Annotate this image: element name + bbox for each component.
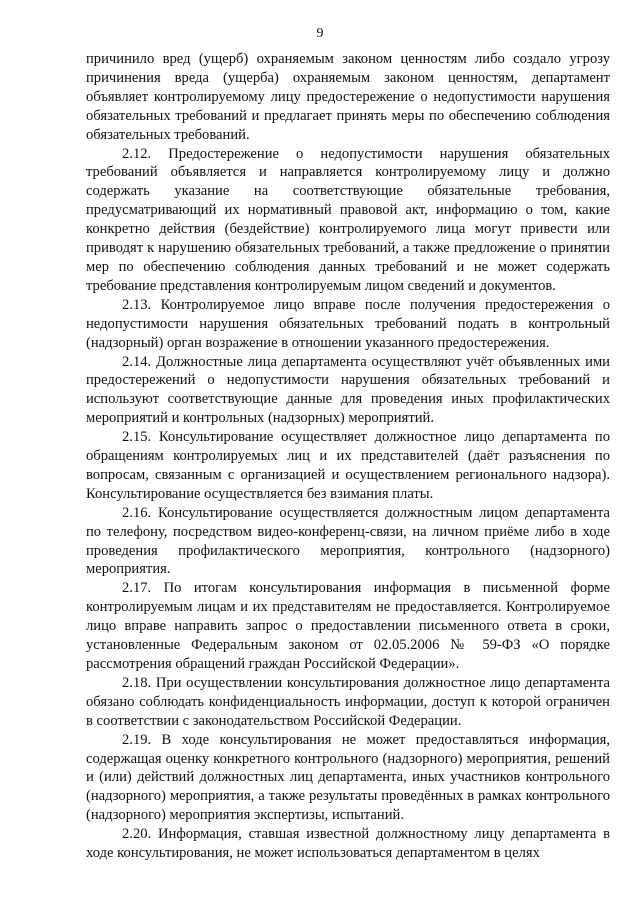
paragraph-2-12: 2.12. Предостережение о недопустимости нарушения обязательных требований объявляется и направляется контролируемому лицу и должно содержать указание на соответствующие обязательные требования, предусматривающий их нормативный правовой акт, информацию о том, какие конкретно действия (бездействие) контролируемого лица могут привести или приводят к нарушению обязательных требований, а также предложение о принятии мер по обеспечению соблюдения данных требований и не может содержать требование представления контролируемым лицом сведений и документов. <box>86 145 610 294</box>
paragraph-2-18: 2.18. При осуществлении консультирования должностное лицо департамента обязано соблюдать конфиденциальность информации, доступ к которой ограничен в соответствии с законодательством Российской Федерации. <box>86 674 610 729</box>
document-body <box>86 50 610 863</box>
page-number: 9 <box>316 26 324 41</box>
paragraph-2-19: 2.19. В ходе консультирования не может предоставляться информация, содержащая оценку конкретного контрольного (надзорного) мероприятия, решений и (или) действий должностных лиц департамента, иных участников контрольного (надзорного) мероприятия, а также результаты проведённых в рамках контрольного (надзорного) мероприятия экспертизы, испытаний. <box>86 731 610 824</box>
paragraph-2-20: 2.20. Информация, ставшая известной должностному лицу департамента в ходе консультирования, не может использоваться департаментом в целях <box>86 826 610 862</box>
paragraph-2-17: 2.17. По итогам консультирования информация в письменной форме контролируемым лицам и их представителям не предоставляется. Контролируемое лицо вправе направить запрос о предоставлении письменного ответа в сроки, установленные Федеральным законом от 02.05.2006 № 59-ФЗ «О порядке рассмотрения обращений граждан Российской Федерации». <box>86 580 610 672</box>
paragraph-2-13: 2.13. Контролируемое лицо вправе после получения предостережения о недопустимости нарушения обязательных требований подать в контрольный (надзорный) орган возражение в отношении указанного предостережения. <box>86 296 610 351</box>
paragraph-2-15: 2.15. Консультирование осуществляет должностное лицо департамента по обращениям контролируемых лиц и их представителей (даёт разъяснения по вопросам, связанным с организацией и осуществлением регионального надзора). Консультирование осуществляется без взимания платы. <box>86 429 610 502</box>
paragraph-continuation: причинило вред (ущерб) охраняемым законом ценностям либо создало угрозу причинения вреда (ущерба) охраняемым законом ценностям, департамент объявляет контролируемому лицу предостережение о недопустимости нарушения обязательных требований и предлагает принять меры по обеспечению соблюдения обязательных требований. <box>86 51 610 143</box>
paragraph-2-14: 2.14. Должностные лица департамента осуществляют учёт объявленных ими предостережений о недопустимости нарушения обязательных требований и используют соответствующие данные для проведения иных профилактических мероприятий и контрольных (надзорных) мероприятий. <box>86 353 610 427</box>
paragraph-2-16: 2.16. Консультирование осуществляется должностным лицом департамента по телефону, посредством видео-конференц-связи, на личном приёме либо в ходе проведения профилактического мероприятия, контрольного (надзорного) мероприятия. <box>86 504 610 578</box>
